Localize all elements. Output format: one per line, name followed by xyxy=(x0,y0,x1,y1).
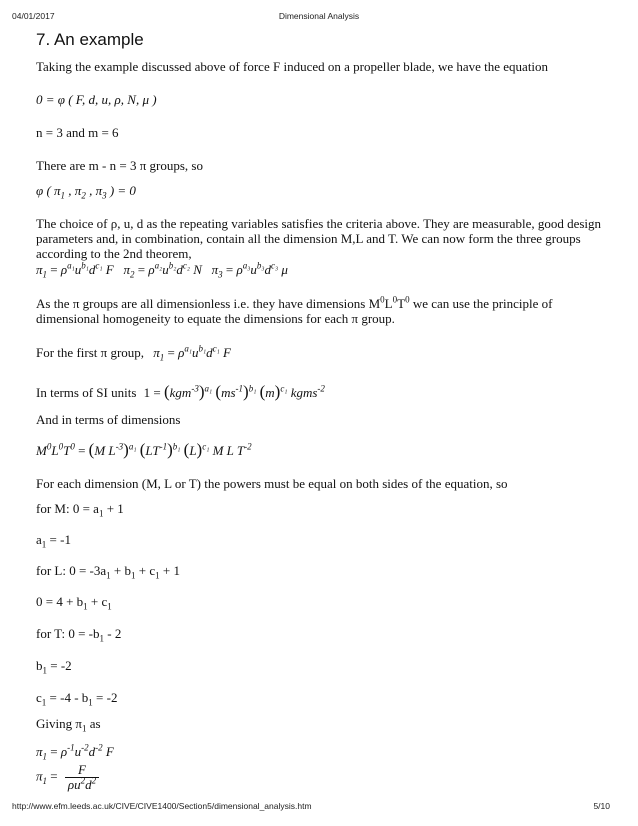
footer-url[interactable]: http://www.efm.leeds.ac.uk/CIVE/CIVE1400/Section5/dimensional_analysis.htm xyxy=(12,801,312,811)
step-b1: $b_1 = -2$ xyxy=(36,658,72,676)
step-l: for L: $0 = -3a_1 + b_1 + c_1 + 1$ xyxy=(36,563,180,581)
step-t: for T: $0 = -b_1 - 2$ xyxy=(36,626,122,644)
n-m-values: n = 3 and m = 6 xyxy=(36,125,119,140)
dimensions-formula: $M^0L^0T^0 = (M$ $L^{-3})^{a_1}$ $(LT^{-1})^{b_1}$ $(L)^{c_1}$ M L $T^{-2}$ xyxy=(36,440,252,459)
groups-equation: φ ( $\pi_1$ , $\pi_2$ , $\pi_3$ ) = 0 xyxy=(36,183,136,201)
first-group-line xyxy=(36,343,231,363)
intro-text xyxy=(36,59,548,74)
first-group-label: For the first π group, xyxy=(36,345,145,360)
page-number: 5/10 xyxy=(593,801,610,811)
result-fraction: $\frac{F}{\rho u^2d^2}$ xyxy=(65,763,99,792)
groups-text: There are m - n = 3 π groups, so xyxy=(36,158,203,173)
dimensions-label: And in terms of dimensions xyxy=(36,412,181,427)
step-c1: $c_1 = -4 - b_1 = -2$ xyxy=(36,690,118,708)
step-l2: $0 = 4 + b_1 + c_1$ xyxy=(36,594,112,612)
header-date: 04/01/2017 xyxy=(12,11,55,21)
section-title: 7. An example xyxy=(36,30,144,49)
dimensionless-paragraph: As the π groups are all dimensionless i.e. they have dimensions $M^0L^0T^0$ we can use the principle of dimensional homogeneity to equate the dimensions for each π group. xyxy=(36,294,553,326)
si-units-formula: $1 = (kgm^{-3})^{a_1}$ $(ms^{-1})^{b_1}$ $(m)^{c_1}$ kgms$^{-2}$ xyxy=(143,382,325,401)
header-title: Dimensional Analysis xyxy=(278,11,360,21)
first-group-formula: $\pi_1 = \rho^{a_1}u^{b_1}d^{c_1}$ F xyxy=(153,343,231,363)
choice-paragraph: The choice of ρ, u, d as the repeating variables satisfies the criteria above. They are measurable, good design parameters and, in combination, contain all the dimension M,L and T. We can now form the three groups according to the 2nd theorem, xyxy=(36,216,602,261)
giving-label: Giving $\pi_1$ as xyxy=(36,716,101,734)
pi-groups-formula: $\pi_1 = \rho^{a_1}u^{b_1}d^{c_1}$ F $\pi_2 = \rho^{a_2}u^{b_2}d^{c_2}$ N $\pi_3 = \rho^{a_3}u^{b_3}d^{c_3}$ μ xyxy=(36,260,288,280)
each-dimension-text: For each dimension (M, L or T) the powers must be equal on both sides of the equation, so xyxy=(36,476,508,491)
result-formula-2: $\pi_1$ = $\frac{F}{\rho u^2d^2}$ xyxy=(36,763,99,792)
si-units-line xyxy=(36,384,325,400)
intro-paragraph: Taking the example discussed above of force F induced on a propeller blade, we have the equation xyxy=(36,59,549,74)
step-a1: $a_1 = -1$ xyxy=(36,532,71,550)
result-formula-1: $\pi_1 = \rho^{-1}u^{-2}d^{-2}$ F xyxy=(36,742,114,762)
step-m: for M: $0 = a_1 + 1$ xyxy=(36,501,124,519)
si-units-label: In terms of SI units xyxy=(36,385,137,400)
phi-equation: 0 = φ ( F, d, u, ρ, N, μ ) xyxy=(36,92,157,107)
